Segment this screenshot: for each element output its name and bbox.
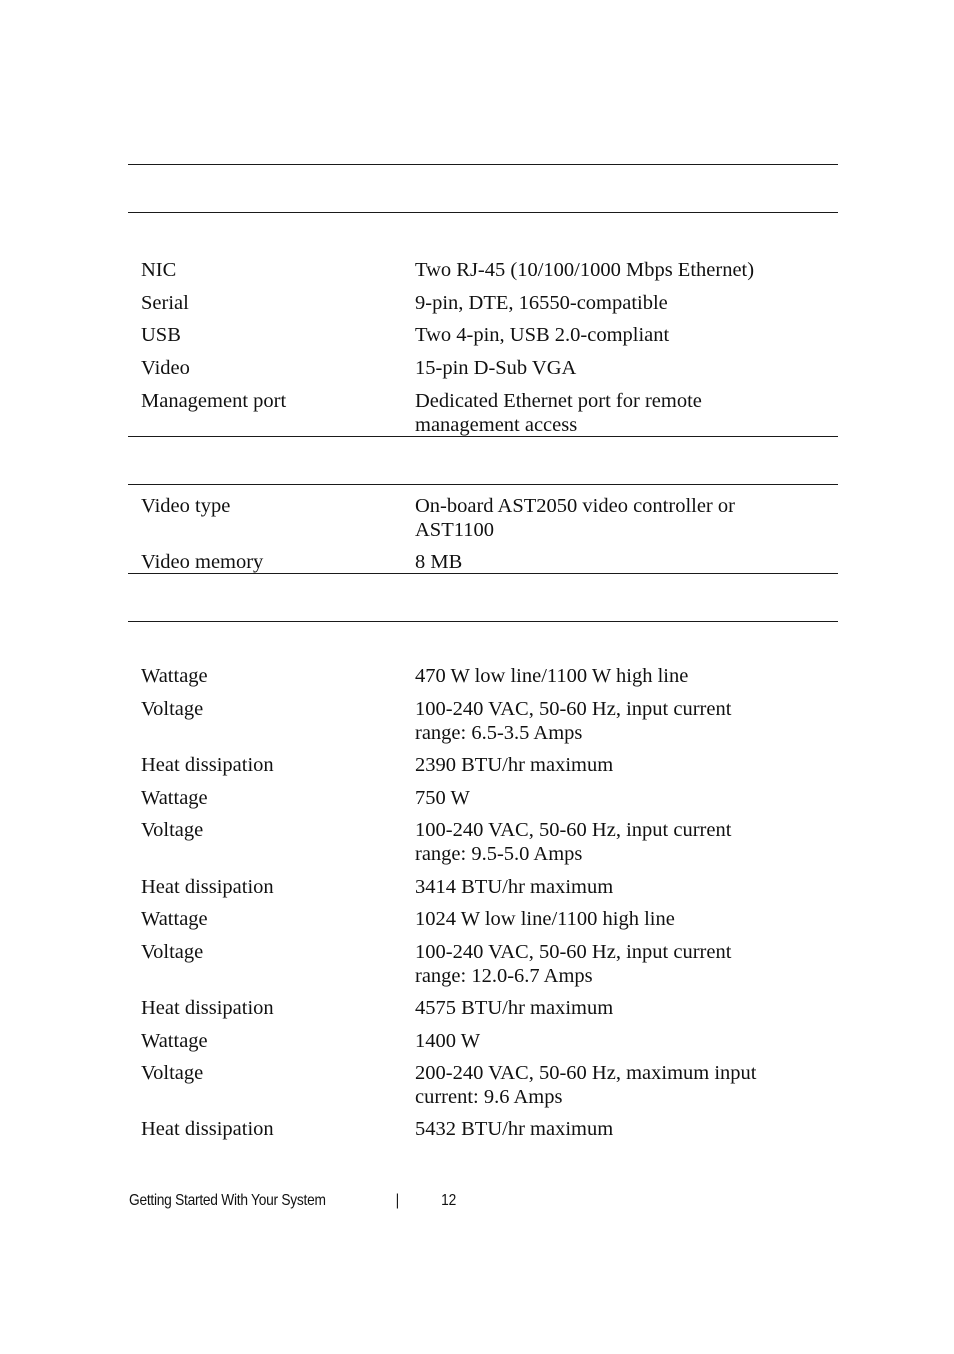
spec-value: 4575 BTU/hr maximum xyxy=(415,997,614,1019)
spec-label: Wattage xyxy=(141,908,208,930)
spec-value: Two RJ-45 (10/100/1000 Mbps Ethernet) xyxy=(415,259,755,281)
spec-label: Voltage xyxy=(141,941,204,963)
spec-value: On-board AST2050 video controller or AST1100 xyxy=(415,495,735,541)
footer-title: Getting Started With Your System xyxy=(129,1192,326,1209)
spec-label: USB xyxy=(141,324,181,346)
spec-value: 750 W xyxy=(415,787,470,809)
spec-value: 9-pin, DTE, 16550-compatible xyxy=(415,292,668,314)
spec-label: Heat dissipation xyxy=(141,754,274,776)
spec-value: 5432 BTU/hr maximum xyxy=(415,1118,614,1140)
spec-value: Two 4-pin, USB 2.0-compliant xyxy=(415,324,670,346)
spec-label: Voltage xyxy=(141,819,204,841)
table-rule xyxy=(128,621,838,622)
spec-label: Video xyxy=(141,357,190,379)
spec-label: Video type xyxy=(141,495,231,517)
spec-label: Serial xyxy=(141,292,189,314)
spec-value: 100-240 VAC, 50-60 Hz, input current range: 9.5-5.0 Amps xyxy=(415,819,732,865)
table-rule xyxy=(128,484,838,485)
spec-label: NIC xyxy=(141,259,177,281)
spec-value: 15-pin D-Sub VGA xyxy=(415,357,577,379)
table-rule-top xyxy=(128,164,838,165)
spec-value: 8 MB xyxy=(415,551,463,573)
spec-label: Wattage xyxy=(141,1030,208,1052)
spec-value: 3414 BTU/hr maximum xyxy=(415,876,614,898)
spec-label: Video memory xyxy=(141,551,264,573)
spec-value: 100-240 VAC, 50-60 Hz, input current range: 12.0-6.7 Amps xyxy=(415,941,732,987)
spec-value: 2390 BTU/hr maximum xyxy=(415,754,614,776)
spec-value: 1024 W low line/1100 high line xyxy=(415,908,675,930)
table-rule xyxy=(128,212,838,213)
spec-label: Voltage xyxy=(141,698,204,720)
spec-value: 100-240 VAC, 50-60 Hz, input current range: 6.5-3.5 Amps xyxy=(415,698,732,744)
page-number: 12 xyxy=(441,1192,456,1209)
spec-value: 470 W low line/1100 W high line xyxy=(415,665,689,687)
spec-label: Heat dissipation xyxy=(141,876,274,898)
footer-separator: | xyxy=(395,1192,399,1209)
spec-label: Heat dissipation xyxy=(141,1118,274,1140)
spec-value: Dedicated Ethernet port for remote management access xyxy=(415,390,702,436)
spec-label: Wattage xyxy=(141,665,208,687)
spec-value: 200-240 VAC, 50-60 Hz, maximum input current: 9.6 Amps xyxy=(415,1062,757,1108)
page-footer xyxy=(129,1192,456,1210)
spec-label: Voltage xyxy=(141,1062,204,1084)
spec-label: Heat dissipation xyxy=(141,997,274,1019)
spec-value: 1400 W xyxy=(415,1030,481,1052)
spec-label: Management port xyxy=(141,390,287,412)
spec-label: Wattage xyxy=(141,787,208,809)
